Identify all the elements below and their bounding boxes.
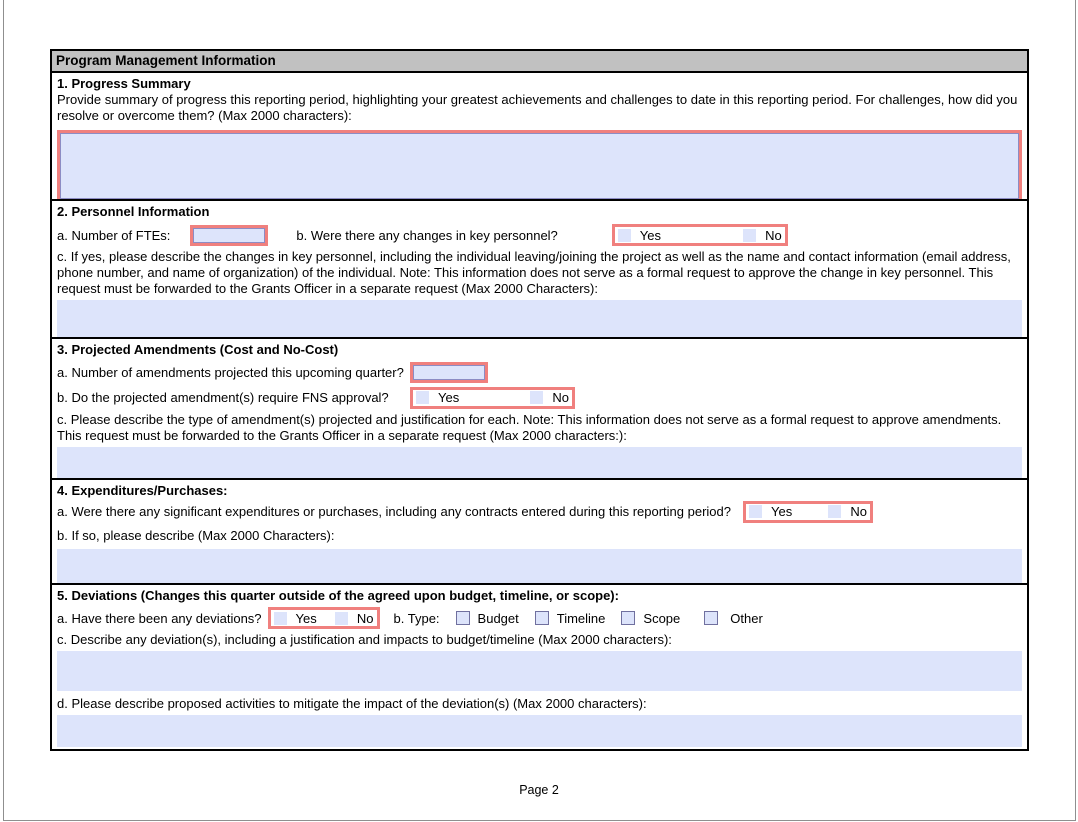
section-expenditures-purchases — [52, 480, 1027, 585]
deviation-type-label: b. Type: — [393, 610, 440, 626]
amendments-number-input[interactable] — [410, 362, 488, 383]
expenditures-description-textarea[interactable] — [57, 549, 1022, 585]
section1-description: Provide summary of progress this reporting period, highlighting your greatest achievements and challenges to date in this reporting period. For challenges, how did you resolve or overcome them? (Max 2000 characters): — [57, 92, 1018, 123]
ftes-label: a. Number of FTEs: — [57, 227, 171, 243]
deviation-type-timeline — [535, 611, 606, 626]
other-checkbox[interactable] — [704, 611, 718, 625]
key-personnel-yes-checkbox[interactable] — [618, 229, 631, 242]
ftes-input[interactable] — [190, 225, 268, 246]
key-personnel-no-label: No — [765, 227, 782, 243]
key-personnel-yes-label: Yes — [639, 227, 662, 243]
amendments-number-label: a. Number of amendments projected this upcoming quarter? — [57, 365, 404, 380]
section2-heading: 2. Personnel Information — [57, 204, 210, 219]
deviations-yes-no-group — [268, 607, 380, 629]
fns-approval-question: b. Do the projected amendment(s) require FNS approval? — [57, 390, 389, 405]
budget-label: Budget — [477, 610, 519, 626]
timeline-checkbox[interactable] — [535, 611, 549, 625]
section5-c-label: c. Describe any deviation(s), including a justification and impacts to budget/timeline (Max 2000 characters): — [57, 632, 672, 647]
fns-approval-no-checkbox[interactable] — [530, 391, 543, 404]
fns-approval-yes-label: Yes — [438, 390, 460, 405]
fns-approval-yes-checkbox[interactable] — [416, 391, 429, 404]
deviation-mitigation-textarea[interactable] — [57, 715, 1022, 747]
deviations-yes-label: Yes — [295, 610, 317, 626]
fns-approval-no-label: No — [552, 390, 569, 405]
other-label: Other — [730, 610, 763, 626]
page-number: Page 2 — [519, 783, 559, 797]
expenditures-question: a. Were there any significant expenditures or purchases, including any contracts entered during this reporting period? — [57, 504, 731, 519]
key-personnel-question: b. Were there any changes in key personnel? — [296, 227, 558, 243]
key-personnel-changes-textarea[interactable] — [57, 300, 1022, 339]
section-projected-amendments — [52, 339, 1027, 480]
scope-label: Scope — [643, 610, 681, 626]
budget-checkbox[interactable] — [456, 611, 470, 625]
key-personnel-yes-no-group — [612, 224, 788, 246]
deviations-no-checkbox[interactable] — [335, 612, 348, 625]
form-title: Program Management Information — [52, 51, 1027, 73]
deviation-type-scope — [621, 611, 680, 626]
section4-b-label: b. If so, please describe (Max 2000 Characters): — [57, 528, 335, 543]
deviation-description-textarea[interactable] — [57, 651, 1022, 691]
scope-checkbox[interactable] — [621, 611, 635, 625]
deviations-question: a. Have there been any deviations? — [57, 610, 262, 626]
section-deviations — [52, 585, 1027, 747]
expenditures-yes-no-group — [743, 501, 873, 523]
deviations-no-label: No — [356, 610, 374, 626]
section-personnel-information — [52, 201, 1027, 339]
expenditures-no-label: No — [850, 504, 867, 519]
section3-heading: 3. Projected Amendments (Cost and No-Cost) — [57, 342, 339, 357]
program-management-form — [50, 49, 1029, 751]
section5-d-label: d. Please describe proposed activities to mitigate the impact of the deviation(s) (Max 2000 characters): — [57, 696, 647, 711]
section2-c-text: c. If yes, please describe the changes in key personnel, including the individual leaving/joining the project as well as the name and contact information (email address, phone number, and name of organization) of the individual. Note: This information does not serve as a formal request to approve the change in key personnel. This request must be forwarded to the Grants Officer in a separate request (Max 2000 Characters): — [57, 249, 1011, 296]
fns-approval-yes-no-group — [410, 387, 575, 409]
key-personnel-no-checkbox[interactable] — [743, 229, 756, 242]
timeline-label: Timeline — [556, 610, 606, 626]
section-progress-summary — [52, 73, 1027, 201]
expenditures-yes-label: Yes — [770, 504, 793, 519]
deviations-yes-checkbox[interactable] — [274, 612, 287, 625]
section1-heading: 1. Progress Summary — [57, 76, 191, 91]
expenditures-no-checkbox[interactable] — [828, 505, 841, 518]
section4-heading: 4. Expenditures/Purchases: — [57, 483, 228, 498]
deviation-type-other — [704, 611, 763, 626]
amendments-description-textarea[interactable] — [57, 447, 1022, 480]
section5-heading: 5. Deviations (Changes this quarter outside of the agreed upon budget, timeline, or scope): — [57, 588, 619, 603]
deviation-type-budget — [456, 611, 519, 626]
progress-summary-textarea[interactable] — [57, 130, 1022, 201]
expenditures-yes-checkbox[interactable] — [749, 505, 762, 518]
section3-c-text: c. Please describe the type of amendment(s) projected and justification for each. Note: This information does not serve as a formal request to approve amendments. This request must be forwarded to the Grants Officer in a separate request (Max 2000 characters:): — [57, 412, 1002, 443]
